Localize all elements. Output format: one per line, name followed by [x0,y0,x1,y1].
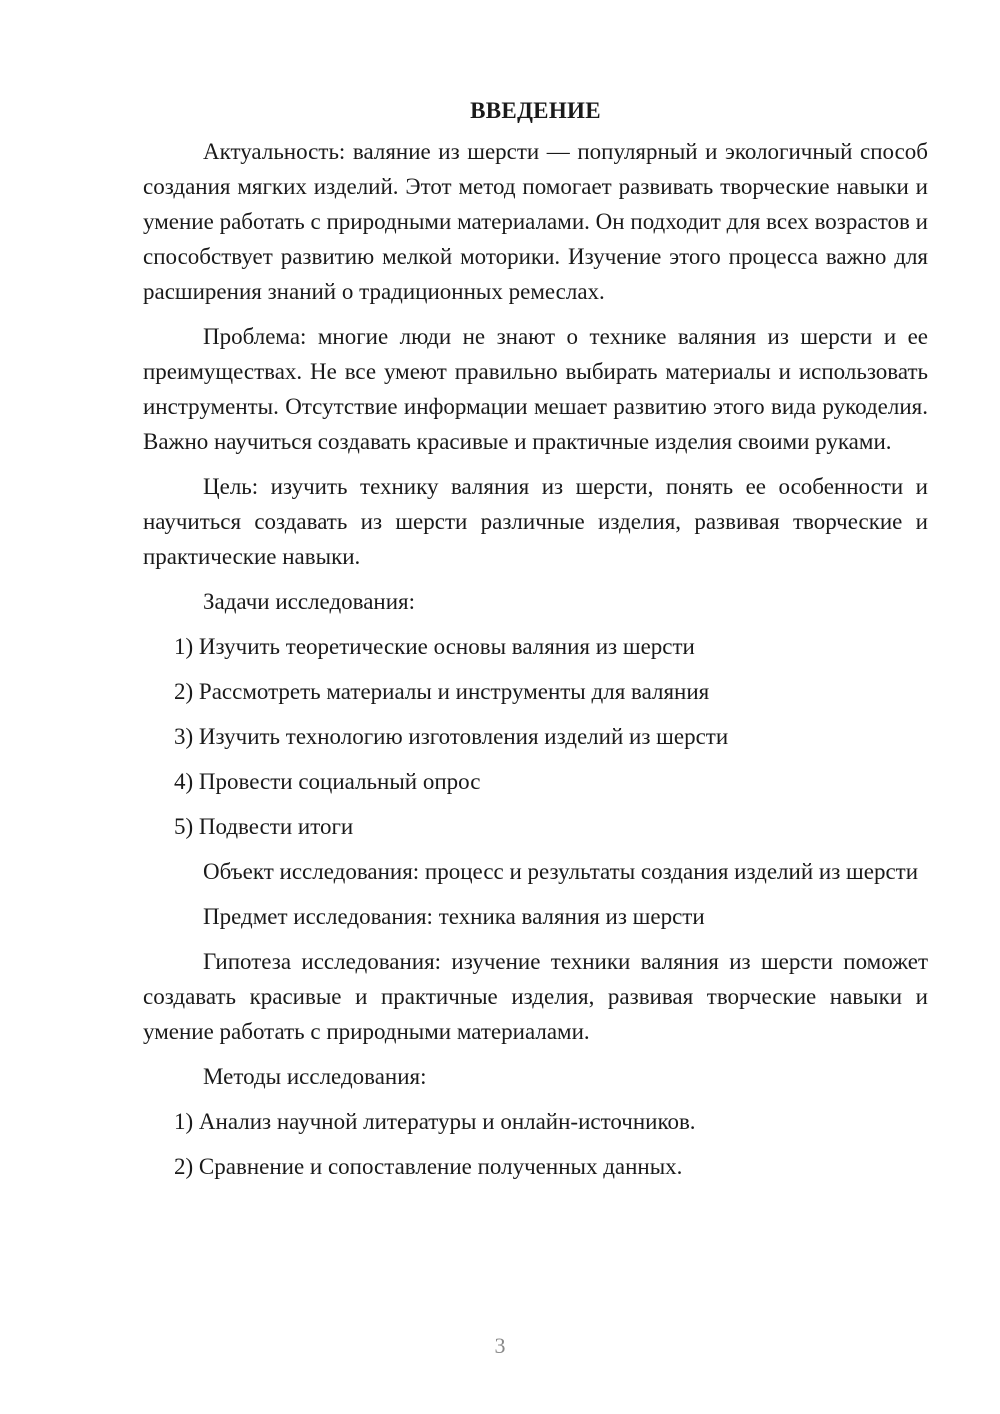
task-item: 3) Изучить технологию изготовления изделий из шерсти [174,724,729,749]
task-item: 5) Подвести итоги [174,814,354,839]
hypothesis-paragraph: Гипотеза исследования: изучение техники валяния из шерсти поможет создавать красивые и практичные изделия, развивая творческие навыки и умение работать с природными материалами. [143,949,928,1044]
task-item: 2) Рассмотреть материалы и инструменты для валяния [174,679,710,704]
task-item: 1) Изучить теоретические основы валяния из шерсти [174,634,695,659]
method-item: 1) Анализ научной литературы и онлайн-источников. [174,1109,696,1134]
methods-heading: Методы исследования: [203,1064,427,1089]
methods-list [143,1104,928,1184]
method-item: 2) Сравнение и сопоставление полученных данных. [174,1154,683,1179]
tasks-heading: Задачи исследования: [203,589,416,614]
tasks-list [143,629,928,844]
task-item: 4) Провести социальный опрос [174,769,481,794]
subject-paragraph: Предмет исследования: техника валяния из шерсти [203,904,705,929]
relevance-paragraph: Актуальность: валяние из шерсти — популярный и экологичный способ создания мягких изделий. Этот метод помогает развивать творческие навыки и умение работать с природными материалами. Он подходит для всех возрастов и способствует развитию мелкой моторики. Изучение этого процесса важно для расширения знаний о традиционных ремеслах. [143,139,928,304]
problem-paragraph: Проблема: многие люди не знают о технике валяния из шерсти и ее преимуществах. Не все умеют правильно выбирать материалы и использовать инструменты. Отсутствие информации мешает развитию этого вида рукоделия. Важно научиться создавать красивые и практичные изделия своими руками. [143,324,928,454]
object-paragraph: Объект исследования: процесс и результаты создания изделий из шерсти [203,859,919,884]
goal-paragraph: Цель: изучить технику валяния из шерсти, понять ее особенности и научиться создавать из шерсти различные изделия, развивая творческие и практические навыки. [143,474,928,569]
document-title: ВВЕДЕНИЕ [470,98,601,123]
page-number: 3 [494,1333,506,1358]
document-page [143,94,928,1194]
